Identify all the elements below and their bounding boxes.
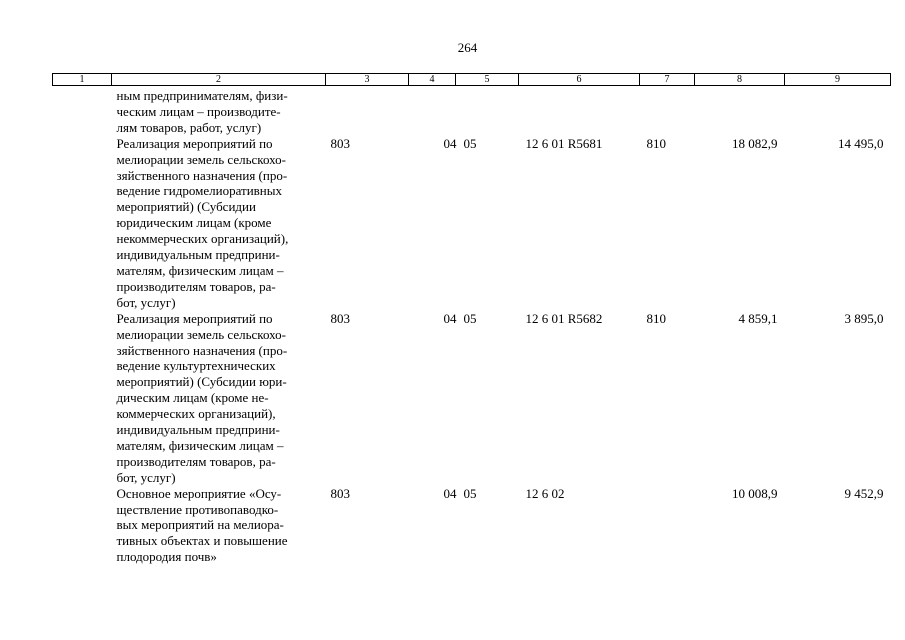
amount-col8-cell: 18 082,9 [732, 135, 778, 151]
expense-type-cell [640, 486, 695, 566]
row-blank-cell [53, 86, 112, 136]
section-code-cell: 04 [443, 310, 457, 326]
row-description: Реализация мероприятий по мелиорации земель сельскохо- зяйственного назначения (про- ведение гидромелиоративных мероприятий) (Субсидии юридическим лицам (кроме некоммерческих организаций), индивидуальным предприни- мателям, физическим лицам – производителям товаров, ра- бот, услуг) [116, 135, 289, 310]
row-description: Реализация мероприятий по мелиорации земель сельскохо- зяйственного назначения (про- ведение культуртехнических мероприятий) (Субсидии юри- дическим лицам (кроме не- коммерческих организаций), индивидуальным предприни- мателям, физическим лицам – производителям товаров, ра- бот, услуг) [116, 310, 288, 485]
section-code-cell [409, 86, 456, 136]
row-blank-cell [53, 486, 112, 566]
target-article-cell: 12 6 01 R5682 [525, 310, 603, 326]
amount-col8-cell: 4 859,1 [738, 310, 778, 326]
expense-type-cell: 810 [646, 135, 666, 151]
table-row [53, 136, 891, 311]
table-row [53, 311, 891, 486]
column-header-1: 1 [53, 74, 112, 86]
table-row [53, 86, 891, 136]
subsection-code-cell [456, 86, 519, 136]
ministry-code-cell [326, 86, 409, 136]
row-description: Основное мероприятие «Осу- ществление противопаводко- вых мероприятий на мелиора- тивных объектах и повышение плодородия почв» [116, 485, 288, 565]
amount-col9-cell: 9 452,9 [844, 485, 884, 501]
column-header-5: 5 [456, 74, 519, 86]
expense-type-cell: 810 [646, 310, 666, 326]
target-article-cell: 12 6 01 R5681 [525, 135, 603, 151]
column-header-2: 2 [112, 74, 326, 86]
target-article-cell: 12 6 02 [525, 485, 565, 501]
amount-col8-cell: 10 008,9 [732, 485, 778, 501]
column-header-7: 7 [640, 74, 695, 86]
ministry-code-cell: 803 [330, 135, 350, 151]
column-header-8: 8 [695, 74, 785, 86]
subsection-code-cell: 05 [463, 310, 477, 326]
column-number-header-row [53, 74, 891, 86]
ministry-code-cell: 803 [330, 485, 350, 501]
section-code-cell: 04 [443, 135, 457, 151]
subsection-code-cell: 05 [463, 485, 477, 501]
amount-col9-cell: 3 895,0 [844, 310, 884, 326]
page-number: 264 [457, 40, 478, 55]
table-row [53, 486, 891, 566]
amount-col9-cell [785, 86, 891, 136]
expense-type-cell [640, 86, 695, 136]
row-blank-cell [53, 136, 112, 311]
column-header-4: 4 [409, 74, 456, 86]
column-header-9: 9 [785, 74, 891, 86]
subsection-code-cell: 05 [463, 135, 477, 151]
ministry-code-cell: 803 [330, 310, 350, 326]
amount-col8-cell [695, 86, 785, 136]
column-header-3: 3 [326, 74, 409, 86]
row-blank-cell [53, 311, 112, 486]
target-article-cell [519, 86, 640, 136]
column-header-6: 6 [519, 74, 640, 86]
amount-col9-cell: 14 495,0 [838, 135, 884, 151]
budget-table [52, 73, 891, 565]
section-code-cell: 04 [443, 485, 457, 501]
row-description: ным предпринимателям, физи- ческим лицам – производите- лям товаров, работ, услуг) [116, 88, 288, 135]
